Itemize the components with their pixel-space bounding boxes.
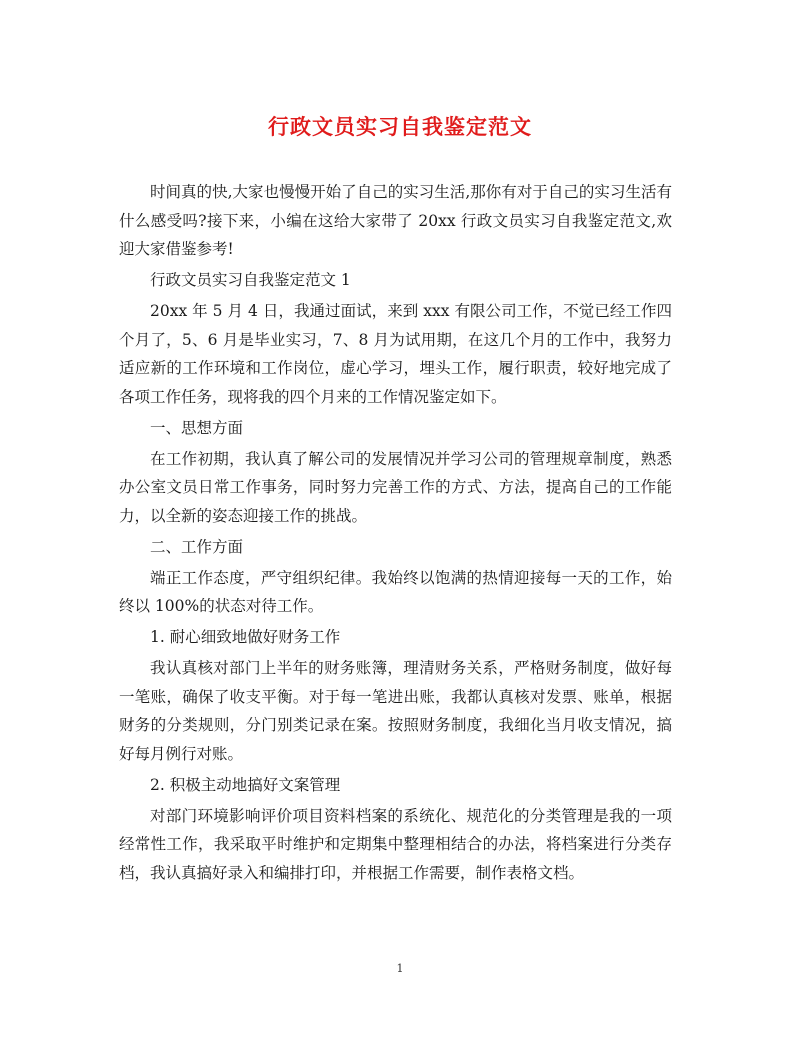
body-paragraph: 对部门环境影响评价项目资料档案的系统化、规范化的分类管理是我的一项经常性工作，我采取平时维护和定期集中整理相结合的办法，将档案进行分类存档，我认真搞好录入和编排打印，并根据工作需要，制作表格文档。 xyxy=(119,806,672,882)
document-title: 行政文员实习自我鉴定范文 xyxy=(268,114,532,139)
section-heading-thought: 一、思想方面 xyxy=(150,418,244,437)
body-paragraph: 端正工作态度，严守组织纪律。我始终以饱满的热情迎接每一天的工作，始终以 100%的状态对待工作。 xyxy=(119,568,672,615)
page-number: 1 xyxy=(396,962,404,975)
body-paragraph: 我认真核对部门上半年的财务账簿，理清财务关系，严格财务制度，做好每一笔账，确保了收支平衡。对于每一笔进出账，我都认真核对发票、账单，根据财务的分类规则，分门别类记录在案。按照财务制度，我细化当月收支情况，搞好每月例行对账。 xyxy=(119,659,672,763)
subheading-document-management: 2. 积极主动地搞好文案管理 xyxy=(150,775,341,794)
document-body xyxy=(119,178,672,890)
subheading-finance: 1. 耐心细致地做好财务工作 xyxy=(150,628,341,646)
intro-paragraph: 时间真的快,大家也慢慢开始了自己的实习生活,那你有对于自己的实习生活有什么感受吗?接下来，小编在这给大家带了 20xx 行政文员实习自我鉴定范文,欢迎大家借鉴参考! xyxy=(119,183,672,258)
section-heading-essay-1: 行政文员实习自我鉴定范文 1 xyxy=(150,271,351,289)
section-heading-work: 二、工作方面 xyxy=(150,537,244,556)
body-paragraph: 在工作初期，我认真了解公司的发展情况并学习公司的管理规章制度，熟悉办公室文员日常工作事务，同时努力完善工作的方式、方法，提高自己的工作能力，以全新的姿态迎接工作的挑战。 xyxy=(119,449,672,525)
body-paragraph: 20xx 年 5 月 4 日，我通过面试，来到 xxx 有限公司工作，不觉已经工作四个月了，5、6 月是毕业实习，7、8 月为试用期，在这几个月的工作中，我努力适应新的工作环境和工作岗位，虚心学习，埋头工作，履行职责，较好地完成了各项工作任务，现将我的四个月来的工作情况鉴定如下。 xyxy=(119,302,672,406)
